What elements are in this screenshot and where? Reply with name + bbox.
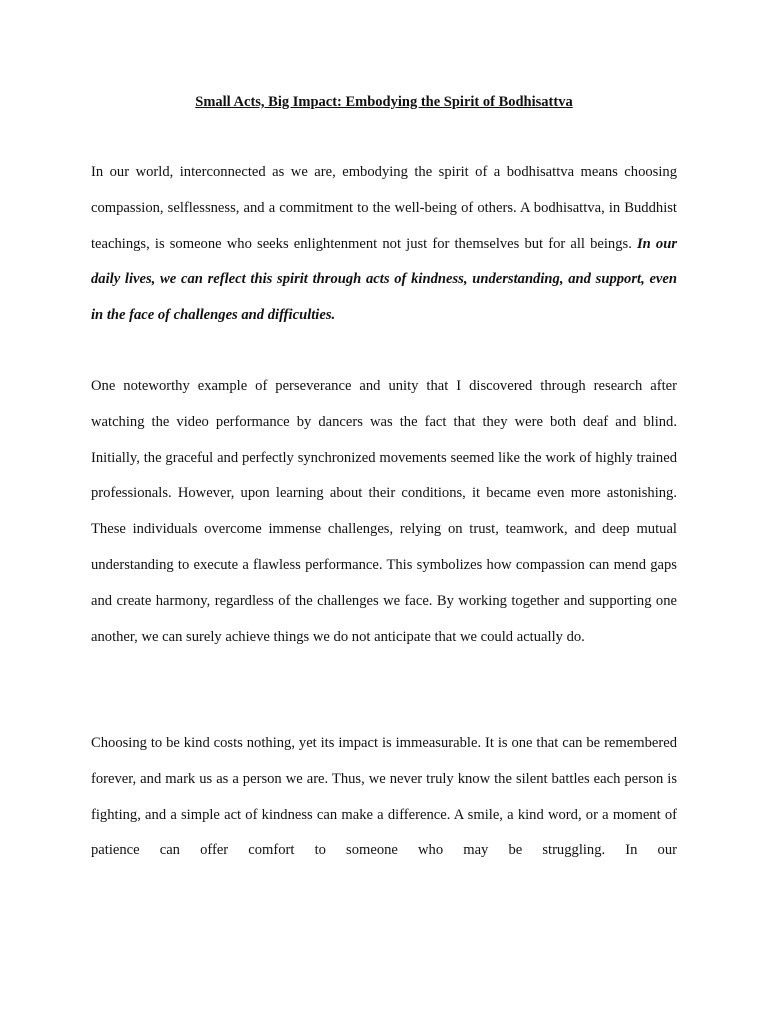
paragraph-1-text: In our world, interconnected as we are, embodying the spirit of a bodhisattva means choosing compassion, selflessness, and a commitment to the well-being of others. A bodhisattva, in Buddhist teachings, is someone who seeks enlightenment not just for themselves but for all beings. xyxy=(91,164,677,252)
paragraph-1 xyxy=(91,155,677,334)
paragraph-2-text: One noteworthy example of perseverance and unity that I discovered through research after watching the video performance by dancers was the fact that they were both deaf and blind. Initially, the graceful and perfectly synchronized movements seemed like the work of highly trained professionals. However, upon learning about their conditions, it became even more astonishing. These individuals overcome immense challenges, relying on trust, teamwork, and deep mutual understanding to execute a flawless performance. This symbolizes how compassion can mend gaps and create harmony, regardless of the challenges we face. By working together and supporting one another, we can surely achieve things we do not anticipate that we could actually do. xyxy=(91,378,677,645)
paragraph-1-emphasis: In our daily lives, we can reflect this spirit through acts of kindness, understanding, and support, even in the face of challenges and difficulties. xyxy=(91,235,677,324)
paragraph-3-text: Choosing to be kind costs nothing, yet its impact is immeasurable. It is one that can be remembered forever, and mark us as a person we are. Thus, we never truly know the silent battles each person is fighting, and a simple act of kindness can make a difference. A smile, a kind word, or a moment of patience can offer comfort to someone who may be struggling. In our xyxy=(91,735,677,859)
paragraph-3 xyxy=(91,726,677,869)
document-title: Small Acts, Big Impact: Embodying the Spirit of Bodhisattva xyxy=(195,94,573,110)
paragraph-2 xyxy=(91,369,677,655)
